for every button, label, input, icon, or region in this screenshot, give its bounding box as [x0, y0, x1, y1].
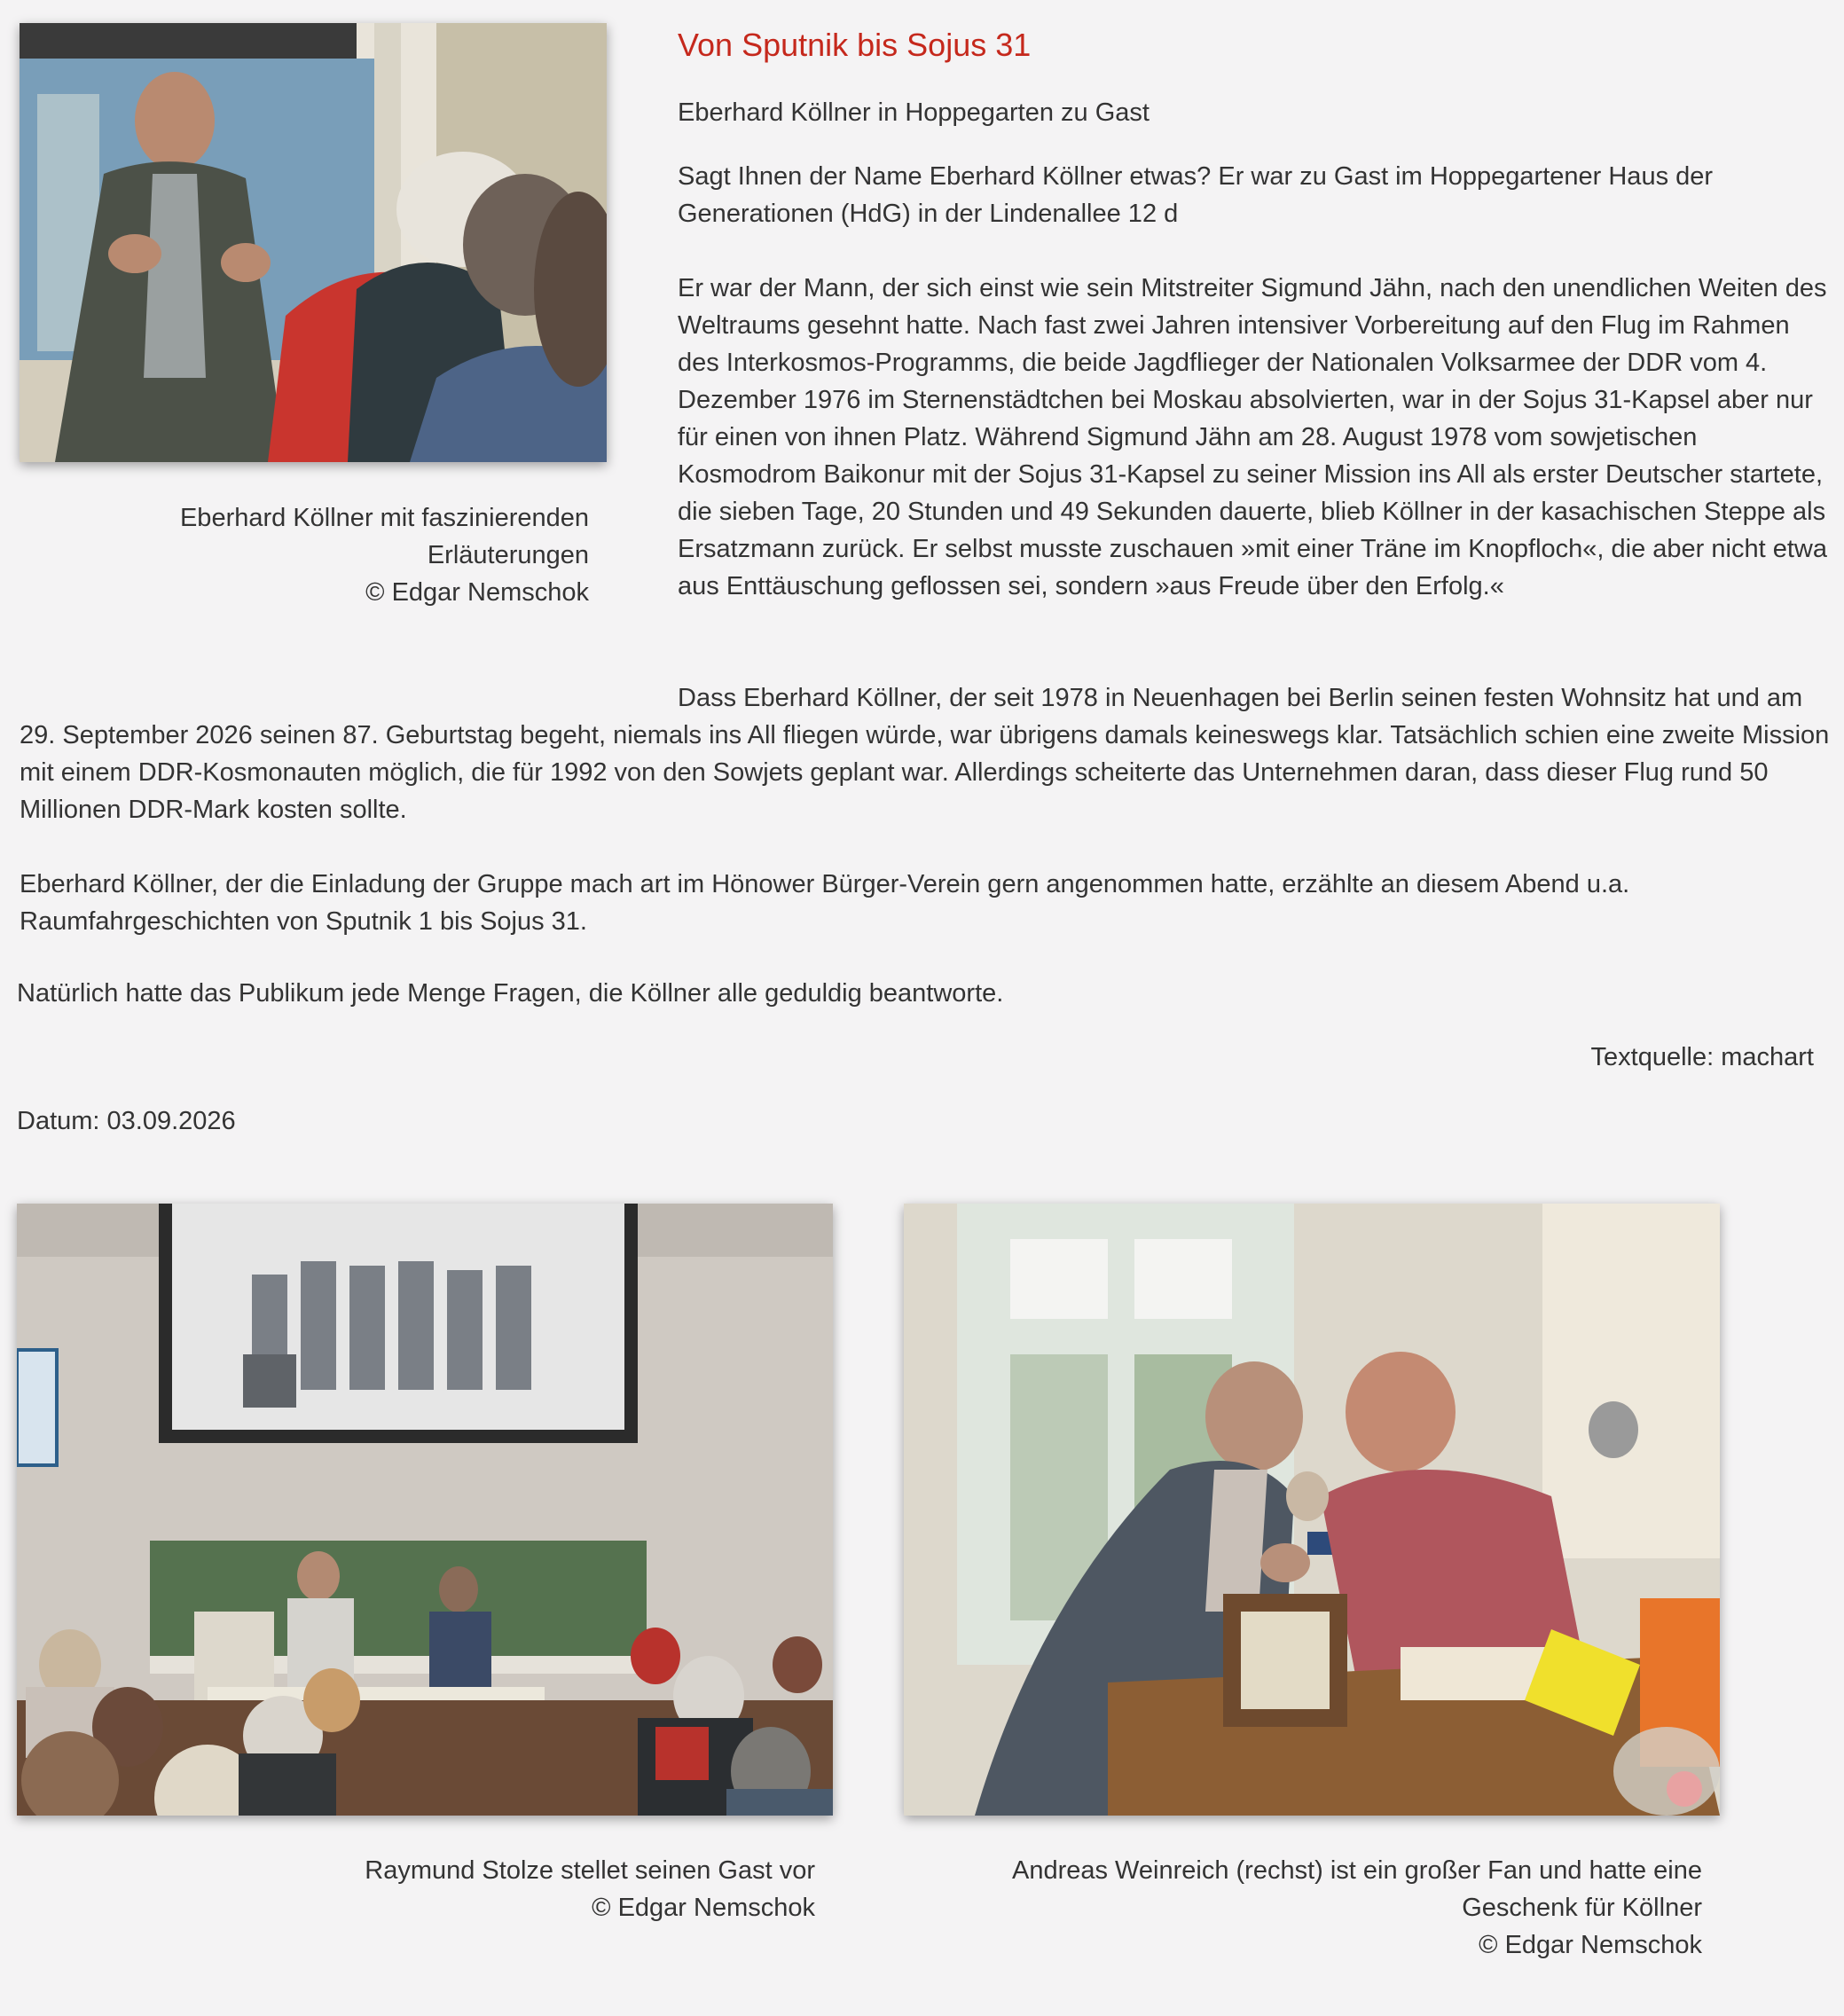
photo-presentation-image [17, 1204, 833, 1816]
article-closing: Natürlich hatte das Publikum jede Menge Fragen, die Köllner alle geduldig beantworte. [17, 979, 1004, 1008]
article-title: Von Sputnik bis Sojus 31 [678, 27, 1032, 63]
caption-copyright: © Edgar Nemschok [592, 1894, 815, 1922]
photo-presentation-caption [17, 1852, 815, 1926]
article-body-top [678, 158, 1835, 642]
photo-fan-image [904, 1204, 1720, 1816]
photo-speaker-image [20, 23, 607, 462]
caption-copyright: © Edgar Nemschok [1479, 1931, 1702, 1959]
article-body-bottom [20, 679, 1835, 977]
article-source: Textquelle: machart [1590, 1043, 1814, 1071]
photo-presentation [17, 1204, 833, 1816]
photo-speaker-caption [20, 499, 589, 611]
article-paragraph-text: Dass Eberhard Köllner, der seit 1978 in Neuenhagen bei Berlin seinen festen Wohnsitz hat und am 29. September 2026 seinen 87. Geburtstag begeht, niemals ins All fliegen würde, war übrigens damals keineswegs klar. Tatsächlich schien eine zweite Mission mit einem DDR-Kosmonauten möglich, die für 1992 von den Sowjets geplant war. Allerdings scheiterte das Unternehmen daran, dass dieser Flug rund 50 Millionen DDR-Mark kosten sollte. [20, 684, 1830, 824]
caption-line: Andreas Weinreich (rechst) ist ein großer Fan und hatte eine [1011, 1856, 1702, 1885]
article-subtitle: Eberhard Köllner in Hoppegarten zu Gast [678, 98, 1150, 127]
article-paragraph: Er war der Mann, der sich einst wie sein Mitstreiter Sigmund Jähn, nach den unendlichen Weiten des Weltraums gesehnt hatte. Nach fast zwei Jahren intensiver Vorbereitung auf den Flug im Rahmen des Interkosmos-Programms, die beide Jagdflieger der Nationalen Volksarmee der DDR vom 4. Dezember 1976 im Sternenstädtchen bei Moskau absolvierten, war in der Sojus 31-Kapsel aber nur für einen von ihnen Platz. Während Sigmund Jähn am 28. August 1978 vom sowjetischen Kosmodrom Baikonur mit der Sojus 31-Kapsel zu seiner Mission ins All als erster Deutscher startete, die sieben Tage, 20 Stunden und 49 Sekunden dauerte, blieb Köllner in der kasachischen Steppe als Ersatzmann zurück. Er selbst musste zuschauen »mit einer Träne im Knopfloch«, die aber nicht etwa aus Enttäuschung geflossen sei, sondern »aus Freude über den Erfolg.« [678, 274, 1827, 600]
caption-line: Erläuterungen [427, 541, 589, 569]
article-paragraph-wrap [20, 679, 1835, 828]
photo-speaker [20, 23, 607, 462]
caption-line: Raymund Stolze stellet seinen Gast vor [365, 1856, 815, 1885]
caption-line: Geschenk für Köllner [1462, 1894, 1702, 1922]
article-paragraph: Sagt Ihnen der Name Eberhard Köllner etwas? Er war zu Gast im Hoppegartener Haus der Generationen (HdG) in der Lindenallee 12 d [678, 162, 1714, 228]
caption-copyright: © Edgar Nemschok [365, 578, 589, 607]
caption-line: Eberhard Köllner mit faszinierenden [179, 504, 589, 532]
photo-fan-caption [904, 1852, 1702, 1964]
article-paragraph: Eberhard Köllner, der die Einladung der Gruppe mach art im Hönower Bürger-Verein gern angenommen hatte, erzählte an diesem Abend u.a. Raumfahrgeschichten von Sputnik 1 bis Sojus 31. [20, 870, 1630, 936]
article-date: Datum: 03.09.2026 [17, 1107, 236, 1135]
photo-fan [904, 1204, 1720, 1816]
